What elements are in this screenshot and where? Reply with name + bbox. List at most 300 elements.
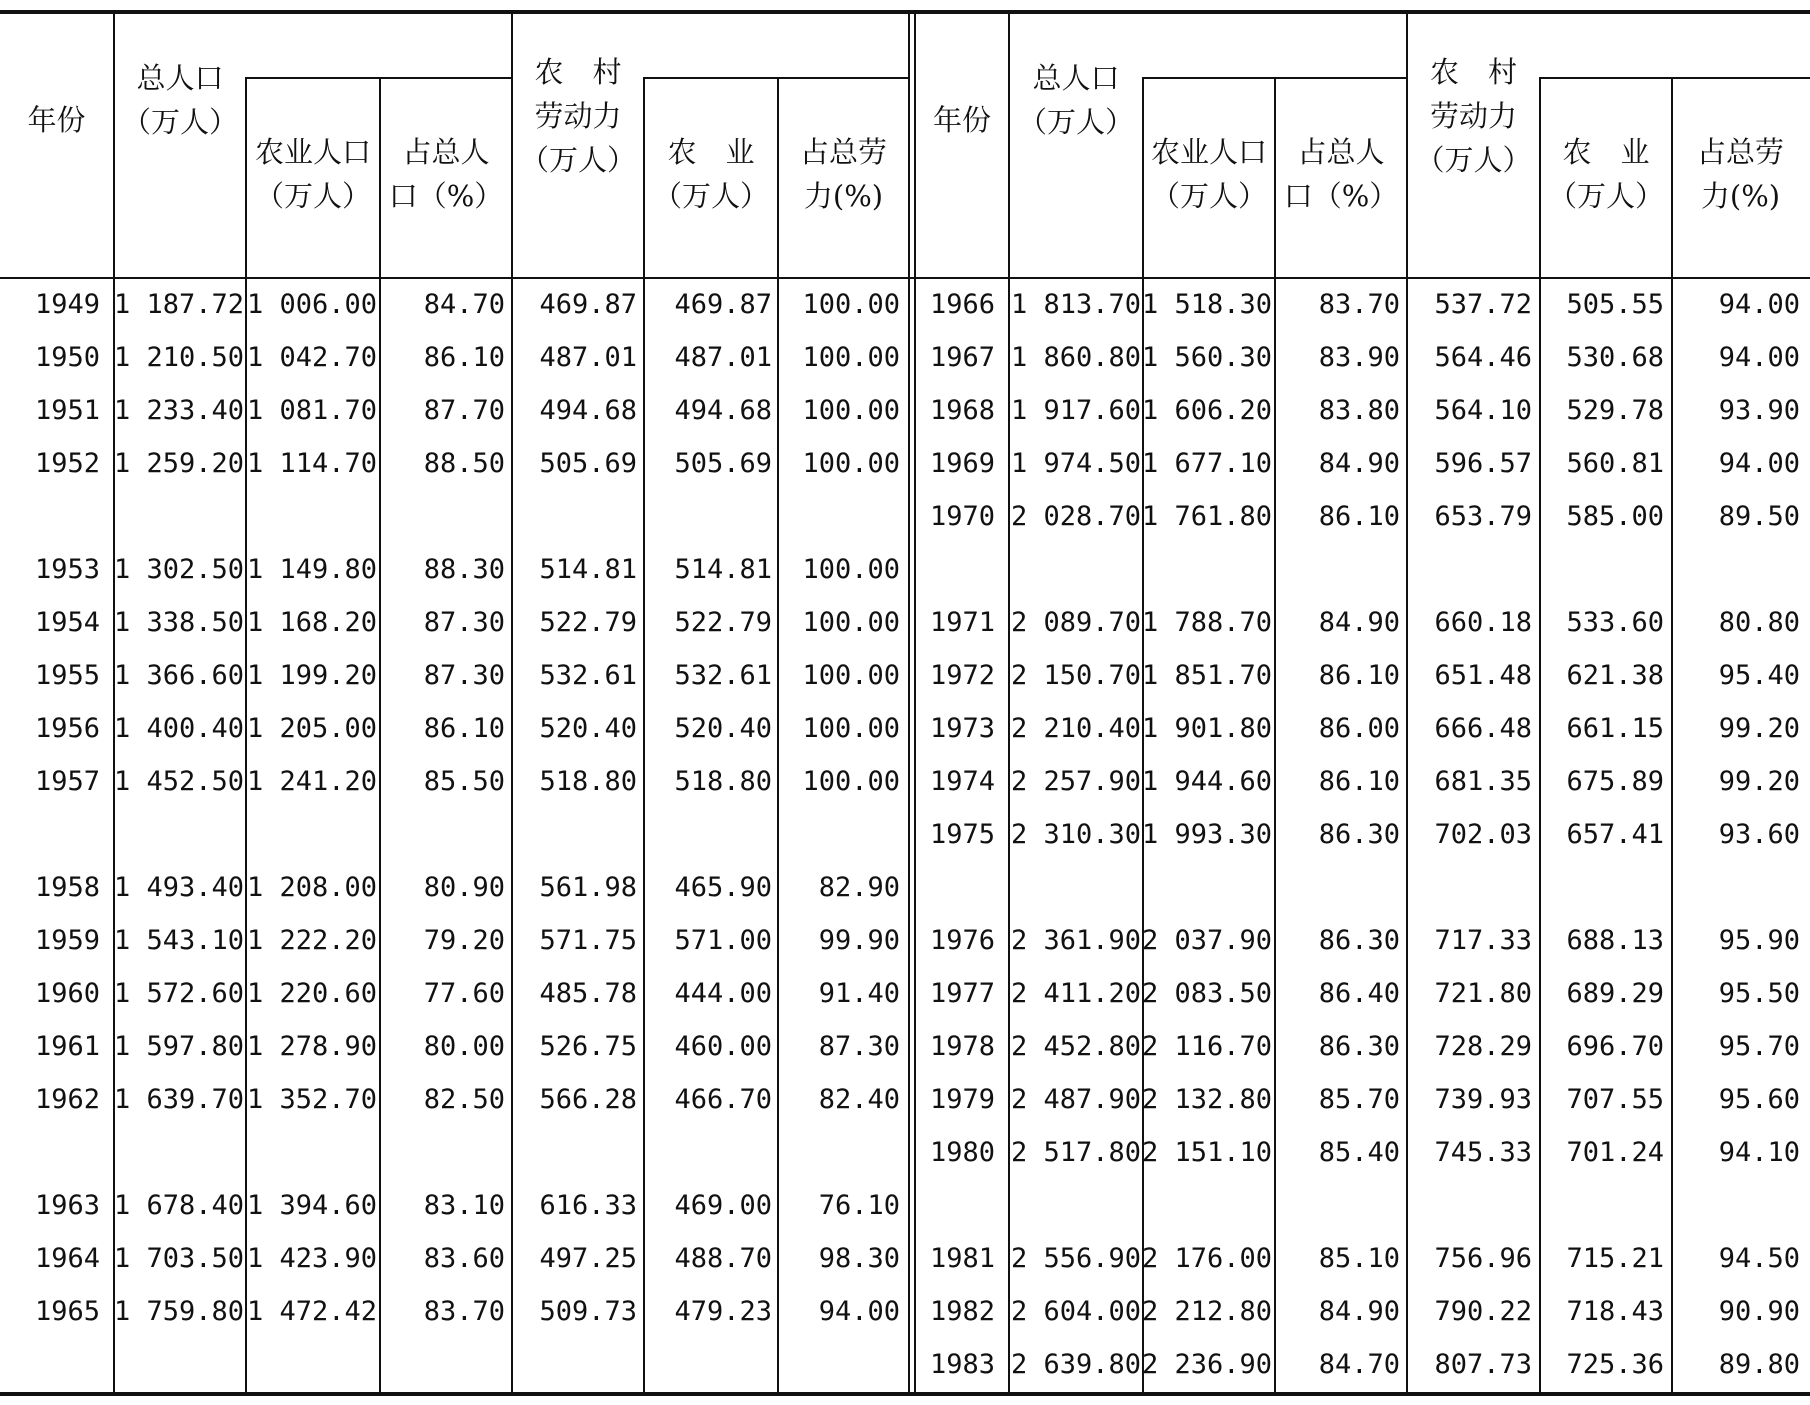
table-cell: 100.00 xyxy=(802,766,900,797)
table-cell: 564.10 xyxy=(1434,395,1532,426)
table-cell: 1 813.70 xyxy=(1010,289,1141,320)
table-cell: 1 917.60 xyxy=(1010,395,1141,426)
table-cell: 505.69 xyxy=(674,448,772,479)
year-cell: 1978 xyxy=(929,1031,995,1062)
header-total-pop xyxy=(115,56,245,144)
table-cell: 725.36 xyxy=(1566,1349,1664,1380)
subheader-rule xyxy=(1539,77,1810,79)
table-cell: 1 993.30 xyxy=(1141,819,1272,850)
table-cell: 509.73 xyxy=(539,1296,637,1327)
table-cell: 86.30 xyxy=(1318,819,1400,850)
table-cell: 487.01 xyxy=(674,342,772,373)
year-cell: 1955 xyxy=(34,660,100,691)
table-cell: 91.40 xyxy=(818,978,900,1009)
table-cell: 1 493.40 xyxy=(113,872,244,903)
table-cell: 518.80 xyxy=(539,766,637,797)
table-cell: 1 851.70 xyxy=(1141,660,1272,691)
table-cell: 100.00 xyxy=(802,448,900,479)
year-cell: 1957 xyxy=(34,766,100,797)
table-cell: 84.90 xyxy=(1318,448,1400,479)
table-cell: 564.46 xyxy=(1434,342,1532,373)
table-cell: 756.96 xyxy=(1434,1243,1532,1274)
year-cell: 1973 xyxy=(929,713,995,744)
header-ag-pop-line2: （万人） xyxy=(254,179,371,213)
table-cell: 1 472.42 xyxy=(246,1296,377,1327)
header-rural-labor-line1: 农 村 xyxy=(1429,55,1517,89)
header-pct-labor-line2: 力(%) xyxy=(1700,179,1781,213)
table-cell: 95.40 xyxy=(1718,660,1800,691)
column-divider xyxy=(379,77,381,1394)
table-cell: 514.81 xyxy=(674,554,772,585)
table-cell: 745.33 xyxy=(1434,1137,1532,1168)
table-cell: 689.29 xyxy=(1566,978,1664,1009)
year-cell: 1971 xyxy=(929,607,995,638)
table-cell: 479.23 xyxy=(674,1296,772,1327)
table-cell: 1 518.30 xyxy=(1141,289,1272,320)
year-cell: 1962 xyxy=(34,1084,100,1115)
table-cell: 86.10 xyxy=(423,713,505,744)
table-cell: 87.70 xyxy=(423,395,505,426)
table-cell: 89.80 xyxy=(1718,1349,1800,1380)
header-ag-labor-line2: （万人） xyxy=(652,179,769,213)
year-cell: 1960 xyxy=(34,978,100,1009)
table-cell: 2 487.90 xyxy=(1010,1084,1141,1115)
table-cell: 790.22 xyxy=(1434,1296,1532,1327)
table-cell: 2 176.00 xyxy=(1141,1243,1272,1274)
table-cell: 94.00 xyxy=(818,1296,900,1327)
table-cell: 100.00 xyxy=(802,554,900,585)
table-cell: 99.90 xyxy=(818,925,900,956)
table-cell: 86.40 xyxy=(1318,978,1400,1009)
table-cell: 100.00 xyxy=(802,289,900,320)
year-cell: 1968 xyxy=(929,395,995,426)
table-cell: 2 150.70 xyxy=(1010,660,1141,691)
table-cell: 1 394.60 xyxy=(246,1190,377,1221)
year-cell: 1970 xyxy=(929,501,995,532)
table-cell: 95.70 xyxy=(1718,1031,1800,1062)
header-total-pop xyxy=(1010,56,1142,144)
table-cell: 86.30 xyxy=(1318,925,1400,956)
table-cell: 1 761.80 xyxy=(1141,501,1272,532)
table-cell: 2 411.20 xyxy=(1010,978,1141,1009)
table-cell: 1 210.50 xyxy=(113,342,244,373)
table-cell: 1 606.20 xyxy=(1141,395,1272,426)
header-ag-pop-line1: 农业人口 xyxy=(254,135,371,169)
table-cell: 80.80 xyxy=(1718,607,1800,638)
year-cell: 1977 xyxy=(929,978,995,1009)
column-divider xyxy=(643,77,645,1394)
year-cell: 1974 xyxy=(929,766,995,797)
table-cell: 87.30 xyxy=(423,607,505,638)
header-rural-labor xyxy=(1408,50,1539,182)
table-cell: 1 678.40 xyxy=(113,1190,244,1221)
table-cell: 1 639.70 xyxy=(113,1084,244,1115)
table-cell: 696.70 xyxy=(1566,1031,1664,1062)
header-pct-pop-line1: 占总人 xyxy=(1297,135,1385,169)
table-cell: 1 168.20 xyxy=(246,607,377,638)
table-cell: 1 901.80 xyxy=(1141,713,1272,744)
year-cell: 1959 xyxy=(34,925,100,956)
table-cell: 715.21 xyxy=(1566,1243,1664,1274)
header-pct-pop-line2: 口（%） xyxy=(388,179,504,213)
header-year-text: 年份 xyxy=(27,103,86,137)
table-cell: 1 560.30 xyxy=(1141,342,1272,373)
table-cell: 2 257.90 xyxy=(1010,766,1141,797)
table-cell: 88.50 xyxy=(423,448,505,479)
header-rural-labor xyxy=(513,50,643,182)
header-pct-pop-line2: 口（%） xyxy=(1283,179,1399,213)
year-cell: 1980 xyxy=(929,1137,995,1168)
year-cell: 1956 xyxy=(34,713,100,744)
table-cell: 1 208.00 xyxy=(246,872,377,903)
table-cell: 84.70 xyxy=(1318,1349,1400,1380)
table-cell: 1 423.90 xyxy=(246,1243,377,1274)
table-cell: 497.25 xyxy=(539,1243,637,1274)
table-cell: 87.30 xyxy=(818,1031,900,1062)
table-cell: 89.50 xyxy=(1718,501,1800,532)
table-cell: 571.00 xyxy=(674,925,772,956)
table-cell: 2 236.90 xyxy=(1141,1349,1272,1380)
table-cell: 1 278.90 xyxy=(246,1031,377,1062)
table-cell: 661.15 xyxy=(1566,713,1664,744)
header-rural-labor-line3: （万人） xyxy=(1415,143,1532,177)
section-divider xyxy=(908,12,910,1394)
year-cell: 1966 xyxy=(929,289,995,320)
header-ag-labor-line1: 农 业 xyxy=(1562,135,1650,169)
table-cell: 1 452.50 xyxy=(113,766,244,797)
table-cell: 1 597.80 xyxy=(113,1031,244,1062)
table-cell: 1 338.50 xyxy=(113,607,244,638)
table-cell: 100.00 xyxy=(802,713,900,744)
year-cell: 1976 xyxy=(929,925,995,956)
table-cell: 487.01 xyxy=(539,342,637,373)
header-pct-labor-line2: 力(%) xyxy=(803,179,884,213)
column-divider xyxy=(777,77,779,1394)
table-cell: 85.40 xyxy=(1318,1137,1400,1168)
table-cell: 657.41 xyxy=(1566,819,1664,850)
table-cell: 95.60 xyxy=(1718,1084,1800,1115)
table-cell: 94.00 xyxy=(1718,342,1800,373)
table-cell: 1 677.10 xyxy=(1141,448,1272,479)
table-cell: 488.70 xyxy=(674,1243,772,1274)
header-ag-pop-line1: 农业人口 xyxy=(1150,135,1267,169)
table-cell: 532.61 xyxy=(539,660,637,691)
table-cell: 522.79 xyxy=(539,607,637,638)
column-divider xyxy=(511,12,513,1394)
table-cell: 1 006.00 xyxy=(246,289,377,320)
header-total-pop-line1: 总人口 xyxy=(1032,61,1120,95)
section-divider xyxy=(914,12,916,1394)
table-cell: 94.10 xyxy=(1718,1137,1800,1168)
table-cell: 596.57 xyxy=(1434,448,1532,479)
table-cell: 526.75 xyxy=(539,1031,637,1062)
table-cell: 469.00 xyxy=(674,1190,772,1221)
header-ag-pop xyxy=(247,130,379,218)
table-cell: 1 974.50 xyxy=(1010,448,1141,479)
table-cell: 77.60 xyxy=(423,978,505,1009)
table-cell: 681.35 xyxy=(1434,766,1532,797)
table-cell: 518.80 xyxy=(674,766,772,797)
table-cell: 485.78 xyxy=(539,978,637,1009)
table-cell: 85.70 xyxy=(1318,1084,1400,1115)
header-total-pop-line2: （万人） xyxy=(121,105,238,139)
table-cell: 721.80 xyxy=(1434,978,1532,1009)
table-cell: 1 241.20 xyxy=(246,766,377,797)
table-cell: 529.78 xyxy=(1566,395,1664,426)
table-cell: 80.90 xyxy=(423,872,505,903)
table-cell: 530.68 xyxy=(1566,342,1664,373)
header-year xyxy=(916,98,1008,142)
table-cell: 739.93 xyxy=(1434,1084,1532,1115)
table-cell: 505.69 xyxy=(539,448,637,479)
header-ag-labor-line2: （万人） xyxy=(1547,179,1664,213)
table-cell: 86.10 xyxy=(1318,660,1400,691)
table-cell: 807.73 xyxy=(1434,1349,1532,1380)
table-cell: 80.00 xyxy=(423,1031,505,1062)
table-cell: 2 310.30 xyxy=(1010,819,1141,850)
table-cell: 1 572.60 xyxy=(113,978,244,1009)
header-total-pop-line2: （万人） xyxy=(1017,105,1134,139)
header-rural-labor-line3: （万人） xyxy=(519,143,636,177)
table-cell: 1 302.50 xyxy=(113,554,244,585)
table-cell: 82.40 xyxy=(818,1084,900,1115)
table-cell: 2 517.80 xyxy=(1010,1137,1141,1168)
column-divider xyxy=(1406,12,1408,1394)
table-cell: 2 028.70 xyxy=(1010,501,1141,532)
table-cell: 651.48 xyxy=(1434,660,1532,691)
table-cell: 94.50 xyxy=(1718,1243,1800,1274)
table-cell: 675.89 xyxy=(1566,766,1664,797)
table-cell: 95.50 xyxy=(1718,978,1800,1009)
header-ag-labor-line1: 农 业 xyxy=(667,135,755,169)
header-year-text: 年份 xyxy=(932,103,991,137)
table-cell: 1 081.70 xyxy=(246,395,377,426)
table-cell: 1 944.60 xyxy=(1141,766,1272,797)
table-cell: 100.00 xyxy=(802,395,900,426)
table-cell: 1 199.20 xyxy=(246,660,377,691)
table-cell: 621.38 xyxy=(1566,660,1664,691)
year-cell: 1958 xyxy=(34,872,100,903)
table-cell: 94.00 xyxy=(1718,448,1800,479)
table-cell: 616.33 xyxy=(539,1190,637,1221)
year-cell: 1981 xyxy=(929,1243,995,1274)
table-cell: 585.00 xyxy=(1566,501,1664,532)
year-cell: 1961 xyxy=(34,1031,100,1062)
table-cell: 469.87 xyxy=(539,289,637,320)
table-cell: 560.81 xyxy=(1566,448,1664,479)
header-ag-pop xyxy=(1144,130,1274,218)
header-ag-pop-line2: （万人） xyxy=(1150,179,1267,213)
table-cell: 1 220.60 xyxy=(246,978,377,1009)
year-cell: 1975 xyxy=(929,819,995,850)
table-cell: 466.70 xyxy=(674,1084,772,1115)
header-pct-pop xyxy=(381,130,511,218)
table-cell: 1 222.20 xyxy=(246,925,377,956)
table-cell: 84.90 xyxy=(1318,1296,1400,1327)
table-cell: 707.55 xyxy=(1566,1084,1664,1115)
table-cell: 571.75 xyxy=(539,925,637,956)
year-cell: 1950 xyxy=(34,342,100,373)
header-pct-labor xyxy=(779,130,908,218)
table-cell: 1 703.50 xyxy=(113,1243,244,1274)
year-cell: 1964 xyxy=(34,1243,100,1274)
table-cell: 2 212.80 xyxy=(1141,1296,1272,1327)
table-cell: 660.18 xyxy=(1434,607,1532,638)
table-cell: 100.00 xyxy=(802,342,900,373)
column-divider xyxy=(1671,77,1673,1394)
table-cell: 2 210.40 xyxy=(1010,713,1141,744)
header-rural-labor-line1: 农 村 xyxy=(534,55,622,89)
table-cell: 90.90 xyxy=(1718,1296,1800,1327)
header-ag-labor xyxy=(645,130,777,218)
year-cell: 1972 xyxy=(929,660,995,691)
subheader-rule xyxy=(245,77,511,79)
table-cell: 99.20 xyxy=(1718,766,1800,797)
table-cell: 688.13 xyxy=(1566,925,1664,956)
table-cell: 99.20 xyxy=(1718,713,1800,744)
table-cell: 87.30 xyxy=(423,660,505,691)
table-cell: 2 089.70 xyxy=(1010,607,1141,638)
table-cell: 1 149.80 xyxy=(246,554,377,585)
table-cell: 566.28 xyxy=(539,1084,637,1115)
subheader-rule xyxy=(643,77,908,79)
table-cell: 444.00 xyxy=(674,978,772,1009)
table-cell: 1 759.80 xyxy=(113,1296,244,1327)
table-cell: 85.50 xyxy=(423,766,505,797)
table-cell: 520.40 xyxy=(539,713,637,744)
table-cell: 2 037.90 xyxy=(1141,925,1272,956)
table-cell: 520.40 xyxy=(674,713,772,744)
table-cell: 702.03 xyxy=(1434,819,1532,850)
table-cell: 79.20 xyxy=(423,925,505,956)
table-cell: 717.33 xyxy=(1434,925,1532,956)
table-cell: 1 543.10 xyxy=(113,925,244,956)
header-pct-labor-line1: 占总劳 xyxy=(799,135,887,169)
year-cell: 1953 xyxy=(34,554,100,585)
table-cell: 718.43 xyxy=(1566,1296,1664,1327)
table-cell: 86.00 xyxy=(1318,713,1400,744)
table-cell: 83.60 xyxy=(423,1243,505,1274)
table-cell: 701.24 xyxy=(1566,1137,1664,1168)
table-cell: 1 788.70 xyxy=(1141,607,1272,638)
year-cell: 1951 xyxy=(34,395,100,426)
year-cell: 1967 xyxy=(929,342,995,373)
table-cell: 2 639.80 xyxy=(1010,1349,1141,1380)
table-cell: 522.79 xyxy=(674,607,772,638)
table-cell: 728.29 xyxy=(1434,1031,1532,1062)
table-cell: 532.61 xyxy=(674,660,772,691)
table-cell: 94.00 xyxy=(1718,289,1800,320)
table-cell: 86.10 xyxy=(1318,501,1400,532)
table-cell: 84.90 xyxy=(1318,607,1400,638)
header-pct-pop-line1: 占总人 xyxy=(402,135,490,169)
table-cell: 505.55 xyxy=(1566,289,1664,320)
table-cell: 86.10 xyxy=(423,342,505,373)
table-cell: 83.70 xyxy=(1318,289,1400,320)
year-cell: 1949 xyxy=(34,289,100,320)
table-cell: 84.70 xyxy=(423,289,505,320)
table-cell: 1 233.40 xyxy=(113,395,244,426)
table-cell: 2 604.00 xyxy=(1010,1296,1141,1327)
table-cell: 460.00 xyxy=(674,1031,772,1062)
header-pct-labor xyxy=(1673,130,1808,218)
year-cell: 1969 xyxy=(929,448,995,479)
table-cell: 1 114.70 xyxy=(246,448,377,479)
table-cell: 86.10 xyxy=(1318,766,1400,797)
table-cell: 83.90 xyxy=(1318,342,1400,373)
table-cell: 1 187.72 xyxy=(113,289,244,320)
table-cell: 1 366.60 xyxy=(113,660,244,691)
table-cell: 93.60 xyxy=(1718,819,1800,850)
table-cell: 93.90 xyxy=(1718,395,1800,426)
year-cell: 1979 xyxy=(929,1084,995,1115)
header-rural-labor-line2: 劳动力 xyxy=(534,99,622,133)
table-cell: 88.30 xyxy=(423,554,505,585)
table-cell: 95.90 xyxy=(1718,925,1800,956)
table-cell: 1 259.20 xyxy=(113,448,244,479)
table-cell: 98.30 xyxy=(818,1243,900,1274)
subheader-rule xyxy=(1142,77,1406,79)
table-cell: 514.81 xyxy=(539,554,637,585)
table-cell: 2 116.70 xyxy=(1141,1031,1272,1062)
table-cell: 2 452.80 xyxy=(1010,1031,1141,1062)
table-cell: 100.00 xyxy=(802,607,900,638)
table-cell: 85.10 xyxy=(1318,1243,1400,1274)
table-cell: 83.70 xyxy=(423,1296,505,1327)
table-cell: 2 556.90 xyxy=(1010,1243,1141,1274)
table-cell: 76.10 xyxy=(818,1190,900,1221)
year-cell: 1954 xyxy=(34,607,100,638)
table-cell: 1 400.40 xyxy=(113,713,244,744)
column-divider xyxy=(113,12,115,1394)
table-cell: 83.10 xyxy=(423,1190,505,1221)
table-cell: 2 083.50 xyxy=(1141,978,1272,1009)
year-cell: 1965 xyxy=(34,1296,100,1327)
table-cell: 2 151.10 xyxy=(1141,1137,1272,1168)
column-divider xyxy=(1008,12,1010,1394)
year-cell: 1983 xyxy=(929,1349,995,1380)
table-cell: 82.50 xyxy=(423,1084,505,1115)
table-top-rule xyxy=(0,10,1810,14)
table-cell: 2 132.80 xyxy=(1141,1084,1272,1115)
table-cell: 653.79 xyxy=(1434,501,1532,532)
header-ag-labor xyxy=(1541,130,1671,218)
year-cell: 1963 xyxy=(34,1190,100,1221)
table-cell: 1 205.00 xyxy=(246,713,377,744)
header-year xyxy=(0,98,113,142)
table-cell: 494.68 xyxy=(674,395,772,426)
table-cell: 100.00 xyxy=(802,660,900,691)
table-cell: 1 352.70 xyxy=(246,1084,377,1115)
year-cell: 1982 xyxy=(929,1296,995,1327)
table-cell: 494.68 xyxy=(539,395,637,426)
table-cell: 561.98 xyxy=(539,872,637,903)
table-cell: 469.87 xyxy=(674,289,772,320)
table-cell: 666.48 xyxy=(1434,713,1532,744)
table-cell: 1 042.70 xyxy=(246,342,377,373)
year-cell: 1952 xyxy=(34,448,100,479)
table-cell: 82.90 xyxy=(818,872,900,903)
table-cell: 465.90 xyxy=(674,872,772,903)
header-total-pop-line1: 总人口 xyxy=(136,61,224,95)
table-cell: 86.30 xyxy=(1318,1031,1400,1062)
header-pct-labor-line1: 占总劳 xyxy=(1696,135,1784,169)
table-cell: 1 860.80 xyxy=(1010,342,1141,373)
header-rural-labor-line2: 劳动力 xyxy=(1429,99,1517,133)
column-divider xyxy=(1539,77,1541,1394)
column-divider xyxy=(1274,77,1276,1394)
table-cell: 2 361.90 xyxy=(1010,925,1141,956)
